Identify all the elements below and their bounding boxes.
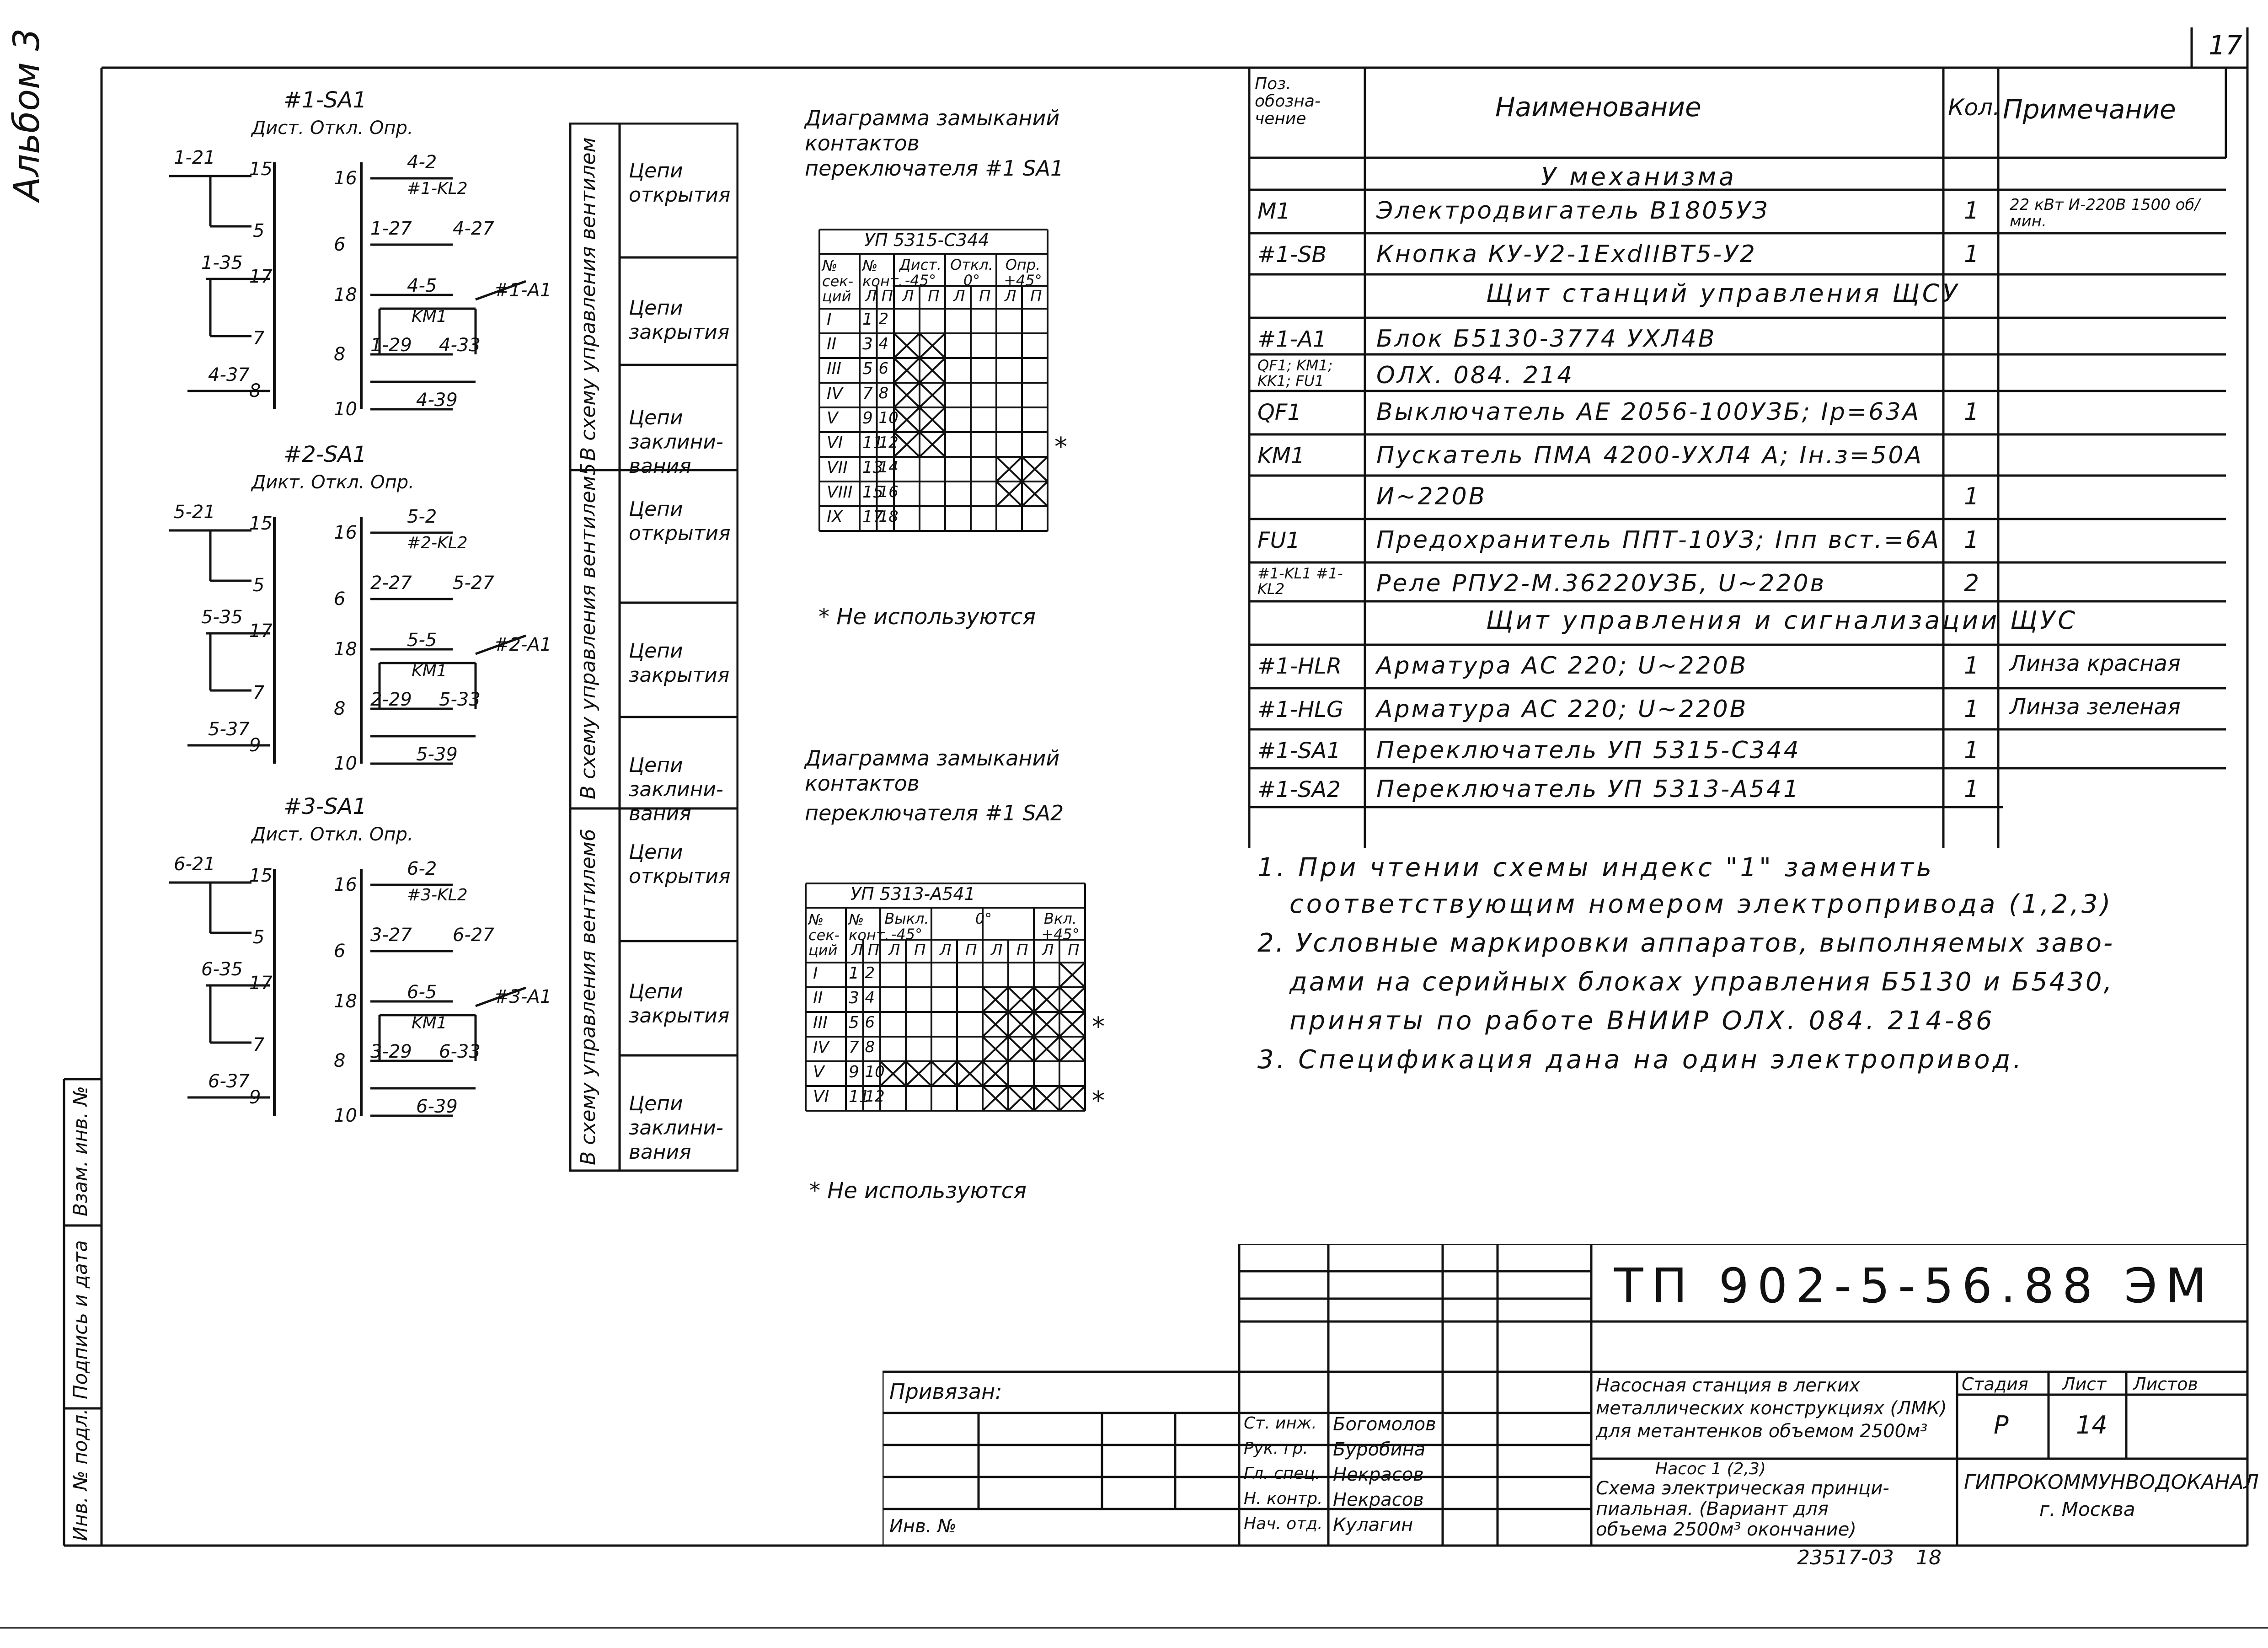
circuit-label: Цепи заклини- вания (629, 754, 723, 825)
sub-head: Л (953, 287, 965, 305)
closed-contact-mark (1034, 1086, 1059, 1111)
title-block (883, 1244, 2259, 1569)
col-head: Вкл. +45° (1041, 910, 1080, 943)
contact-number: 18 (334, 639, 357, 660)
section-number: IV (813, 1038, 829, 1057)
sub-head: П (965, 941, 977, 959)
col-head: № сек- ций (808, 911, 840, 959)
wire-label: 5-2 (407, 506, 437, 527)
sub-head: Л (1005, 287, 1016, 305)
contact-number: 10 (334, 753, 357, 774)
switch-positions: Дист. Откл. Опр. (251, 118, 413, 139)
sheets-label: Листов (2133, 1374, 2198, 1394)
spec-qty: 1 (1964, 241, 1979, 268)
spec-head-note: Примечание (2003, 94, 2176, 125)
contact-left: 15 (862, 483, 883, 502)
closed-contact-mark (1008, 1086, 1034, 1111)
note-line-2: соответствующим номером электропривода (1,2,3) (1289, 889, 2113, 919)
section-number: I (813, 964, 818, 983)
contact-number: 15 (249, 159, 273, 180)
closed-contact-mark (920, 358, 945, 383)
spec-pos: #1-SA2 (1257, 777, 1341, 803)
diagram-sa2-footnote: * Не используются (809, 1178, 1027, 1204)
contact-left: 5 (849, 1013, 859, 1032)
project-title-2: металлических конструкциях (ЛМК) (1596, 1398, 1947, 1419)
contact-left: 7 (849, 1038, 859, 1057)
page-number: 17 (2209, 30, 2242, 61)
notes (1257, 851, 2218, 1097)
contact-right: 6 (878, 359, 889, 378)
sub-head: Л (865, 287, 877, 305)
wire-label: 5-37 (208, 719, 250, 740)
wire-label: 6-21 (174, 854, 215, 875)
wire-label: 6-27 (453, 925, 494, 946)
signature-name: Кулагин (1333, 1514, 1413, 1536)
contact-right: 12 (878, 433, 899, 452)
spec-qty: 1 (1964, 483, 1979, 510)
closed-contact-mark (1008, 1037, 1034, 1061)
contact-left: 11 (862, 433, 883, 452)
section-number: V (827, 409, 838, 428)
closed-contact-mark (996, 457, 1022, 482)
wire-label: 1-21 (174, 147, 215, 168)
switch-title: #2-SA1 (284, 442, 367, 467)
closed-contact-mark (983, 1037, 1008, 1061)
circuit-label: Цепи закрытия (629, 980, 730, 1027)
section-number: I (827, 310, 832, 329)
switch-title: #1-SA1 (284, 87, 367, 113)
closed-contact-mark (996, 482, 1022, 506)
group-label-1: В схему управления вентилем (577, 137, 600, 461)
sub-head: П (979, 287, 991, 305)
inv-no-label: Инв. № (889, 1516, 957, 1537)
switch-model: УП 5315-С344 (864, 230, 990, 250)
spec-qty: 1 (1964, 652, 1979, 680)
contact-number: 17 (249, 973, 273, 994)
wire-label: 5-21 (174, 502, 215, 523)
sub-head: П (881, 287, 893, 305)
sheet-value: 14 (2076, 1411, 2108, 1439)
contact-number: 9 (249, 735, 261, 756)
col-head: Выкл. -45° (884, 910, 929, 943)
spec-pos: #1-HLG (1257, 697, 1344, 722)
wire-label: 1-29 (370, 335, 412, 356)
circuit-label: Цепи открытия (629, 159, 731, 207)
note-line-5: приняты по работе ВНИИР ОЛХ. 084. 214-86 (1289, 1006, 1995, 1036)
closed-contact-mark (1059, 1086, 1085, 1111)
spec-qty: 2 (1964, 570, 1979, 597)
group-label-2: В схему управления вентилем5 (577, 463, 600, 799)
city: г. Москва (2039, 1498, 2135, 1520)
contact-number: 8 (334, 698, 346, 719)
sub-head: Л (940, 941, 952, 959)
sub-head: П (914, 941, 926, 959)
spec-pos: #1-A1 (1257, 326, 1327, 352)
closed-contact-mark (1034, 1012, 1059, 1037)
relay-label: #3-KL2 (407, 886, 468, 904)
spec-name: Арматура АС 220; U~220В (1376, 652, 1748, 680)
section-number: VII (827, 458, 848, 477)
unused-star: * (1054, 432, 1067, 462)
signature-name: Некрасов (1333, 1464, 1424, 1485)
closed-contact-mark (1008, 1012, 1034, 1037)
spec-section: Щит станций управления ЩСУ (1486, 279, 1960, 308)
signature-role: Ст. инж. (1244, 1414, 1317, 1433)
contact-number: 16 (334, 874, 357, 895)
contact-right: 18 (878, 508, 899, 526)
switch-positions: Дикт. Откл. Опр. (251, 472, 414, 493)
wire-label: 3-27 (370, 925, 412, 946)
diagram-sa2 (805, 745, 1152, 1225)
contact-left: 9 (862, 409, 873, 428)
contact-right: 4 (865, 989, 875, 1007)
closed-contact-mark (931, 1061, 957, 1086)
relay-label: #1-KL2 (407, 179, 468, 198)
diagram-sa2-title-1: Диаграмма замыканий (805, 746, 1060, 770)
contact-number: 9 (249, 1087, 261, 1108)
contact-number: 15 (249, 513, 273, 534)
spec-pos: FU1 (1257, 528, 1300, 553)
unused-star: * (1092, 1012, 1105, 1042)
diagram-sa1 (805, 103, 1125, 652)
contact-right: 12 (865, 1087, 885, 1106)
starter-label: KM1 (412, 1014, 447, 1033)
section-number: VI (813, 1087, 829, 1106)
spec-name: Предохранитель ППТ-10УЗ; Iпп вст.=6А (1376, 526, 1941, 554)
contact-number: 6 (334, 234, 346, 255)
spec-pos: KM1 (1257, 443, 1305, 469)
unused-star: * (1092, 1086, 1105, 1116)
relay-label: #2-KL2 (407, 534, 468, 552)
closed-contact-mark (920, 383, 945, 407)
contact-right: 8 (865, 1038, 875, 1056)
spec-name: Реле РПУ2-М.36220УЗБ, U~220в (1376, 570, 1826, 597)
sheet-subtitle-4: объема 2500м³ окончание) (1596, 1519, 1856, 1540)
sheet-subtitle-2: Схема электрическая принци- (1596, 1478, 1889, 1499)
spec-section: Щит управления и сигнализации ЩУС (1486, 606, 2078, 635)
wire-label: 5-33 (439, 689, 481, 710)
contact-number: 8 (334, 344, 346, 365)
closed-contact-mark (1034, 987, 1059, 1012)
closed-contact-mark (1059, 963, 1085, 987)
col-head: Опр. +45° (1004, 256, 1042, 289)
group-label-3: В схему управления вентилем6 (577, 829, 600, 1165)
section-number: VI (827, 433, 843, 452)
spec-note: Линза красная (2010, 651, 2181, 676)
signature-role: Гл. спец. (1244, 1464, 1321, 1483)
wire-label: 4-39 (416, 390, 458, 411)
spec-qty: 1 (1964, 526, 1979, 554)
spec-qty: 1 (1964, 696, 1979, 723)
album-label: Альбом 3 (6, 28, 48, 201)
sheet-subtitle-1: Насос 1 (2,3) (1655, 1460, 1766, 1478)
spec-pos: QF1 (1257, 400, 1301, 425)
contact-left: 13 (862, 458, 883, 477)
closed-contact-mark (894, 383, 920, 407)
spec-qty: 1 (1964, 398, 1979, 426)
closed-contact-mark (1059, 1037, 1085, 1061)
spec-name: Выключатель АЕ 2056-100УЗБ; Iр=63А (1376, 398, 1921, 426)
spec-pos: #1-KL1 #1-KL2 (1257, 565, 1343, 598)
switch-title: #3-SA1 (284, 794, 367, 819)
wire-label: 4-27 (453, 218, 494, 239)
contact-number: 5 (253, 220, 265, 241)
spec-section: У механизма (1541, 162, 1737, 191)
signature-role: Н. контр. (1244, 1489, 1323, 1508)
wire-label: 4-37 (208, 364, 250, 385)
closed-contact-mark (983, 1086, 1008, 1111)
contact-number: 7 (253, 1034, 265, 1055)
circuit-label: Цепи открытия (629, 498, 731, 545)
section-number: IV (827, 384, 843, 403)
wire-label: 6-37 (208, 1071, 250, 1092)
spec-name: Переключатель УП 5315-С344 (1376, 737, 1801, 764)
contact-number: 18 (334, 991, 357, 1012)
sub-head: П (1068, 941, 1080, 959)
contact-number: 5 (253, 575, 265, 596)
closed-contact-mark (983, 1012, 1008, 1037)
signature-role: Рук. гр. (1244, 1439, 1308, 1458)
spec-qty: 1 (1964, 737, 1979, 764)
circuit-label: Цепи заклини- вания (629, 1092, 723, 1164)
signature-name: Богомолов (1333, 1414, 1436, 1435)
spec-name: Кнопка КУ-У2-1ExdIIBT5-У2 (1376, 241, 1757, 268)
wire-label: 6-2 (407, 858, 437, 879)
block-label: #2-A1 (494, 634, 552, 655)
diagram-sa2-title-3: переключателя #1 SA2 (805, 801, 1064, 825)
section-number: IX (827, 508, 843, 526)
section-number: III (813, 1013, 828, 1032)
stage-label: Стадия (1962, 1374, 2028, 1394)
sheet-subtitle-3: пиальная. (Вариант для (1596, 1498, 1829, 1520)
section-number: VIII (827, 483, 853, 502)
circuit-label: Цепи закрытия (629, 296, 730, 344)
wire-label: 4-33 (439, 335, 481, 356)
sub-head: Л (991, 941, 1003, 959)
closed-contact-mark (1034, 1037, 1059, 1061)
col-head: № сек- ций (822, 257, 854, 305)
closed-contact-mark (1022, 482, 1048, 506)
signature-name: Буробина (1333, 1439, 1426, 1460)
col-head: 0° (975, 910, 992, 927)
footer-number: 18 (1916, 1546, 1942, 1569)
note-line-6: 3. Спецификация дана на один электропривод. (1257, 1045, 2024, 1075)
diagram-sa2-title-2: контактов (805, 771, 920, 796)
closed-contact-mark (920, 432, 945, 457)
closed-contact-mark (920, 333, 945, 358)
contact-left: 11 (849, 1087, 870, 1106)
spec-name: Переключатель УП 5313-А541 (1376, 776, 1801, 803)
sub-head: Л (888, 941, 900, 959)
contact-right: 2 (878, 310, 889, 328)
wire-label: 3-29 (370, 1041, 412, 1062)
spec-name: Пускатель ПМА 4200-УХЛ4 А; Iн.з=50А (1376, 442, 1924, 469)
signature-role: Нач. отд. (1244, 1514, 1323, 1533)
col-head: Откл. 0° (950, 256, 993, 289)
spec-pos: #1-HLR (1257, 653, 1342, 679)
wire-label: 6-35 (201, 959, 243, 980)
wire-label: 1-27 (370, 218, 412, 239)
circuit-label: Цепи заклини- вания (629, 406, 723, 478)
contact-number: 18 (334, 284, 357, 305)
wire-label: 5-5 (407, 630, 437, 651)
contact-left: 1 (862, 310, 873, 329)
sub-head: П (1030, 287, 1042, 305)
circuit-label-table (569, 123, 738, 1174)
diagram-sa1-title-2: контактов (805, 131, 920, 155)
closed-contact-mark (957, 1061, 983, 1086)
closed-contact-mark (894, 333, 920, 358)
spec-name: ОЛХ. 084. 214 (1376, 362, 1574, 389)
wire-label: 1-35 (201, 252, 243, 273)
switch-positions: Дист. Откл. Опр. (251, 824, 413, 845)
wire-label: 2-27 (370, 573, 412, 594)
spec-table (1248, 66, 2227, 848)
contact-number: 6 (334, 941, 346, 962)
contact-left: 3 (862, 335, 873, 353)
bound-label: Привязан: (889, 1379, 1002, 1404)
spec-name: Блок Б5130-3774 УХЛ4В (1376, 325, 1717, 353)
spec-name: Электродвигатель В1805УЗ (1376, 197, 1770, 225)
section-number: II (813, 989, 823, 1007)
contact-right: 2 (865, 964, 875, 982)
spec-qty: 1 (1964, 197, 1979, 225)
sub-head: Л (1042, 941, 1054, 959)
project-title-3: для метантенков объемом 2500м³ (1596, 1421, 1928, 1442)
col-head: № конт. (849, 911, 889, 944)
sub-head: Л (851, 941, 863, 959)
contact-left: 1 (849, 964, 859, 983)
contact-number: 15 (249, 865, 273, 886)
contact-number: 16 (334, 522, 357, 543)
sheet-label: Лист (2062, 1374, 2107, 1394)
contact-left: 9 (849, 1063, 859, 1081)
spec-qty: 1 (1964, 776, 1979, 803)
note-line-3: 2. Условные маркировки аппаратов, выполняемых заво- (1257, 928, 2115, 958)
wire-label: 5-39 (416, 744, 458, 765)
side-field-replace: Взам. инв. № (69, 1086, 91, 1216)
stage-value: Р (1994, 1411, 2009, 1439)
contact-number: 7 (253, 328, 265, 349)
wire-label: 6-33 (439, 1041, 481, 1062)
closed-contact-mark (1059, 1012, 1085, 1037)
wire-label: 6-5 (407, 982, 437, 1003)
closed-contact-mark (1022, 457, 1048, 482)
spec-name: И~220В (1376, 483, 1487, 510)
switch-model: УП 5313-А541 (850, 884, 975, 904)
closed-contact-mark (983, 987, 1008, 1012)
section-number: V (813, 1063, 824, 1081)
sub-head: П (867, 941, 880, 959)
side-field-inv: Инв. № подл. (69, 1408, 91, 1541)
spec-head-qty: Кол. (1948, 94, 2000, 121)
contact-number: 7 (253, 682, 265, 703)
contact-right: 10 (865, 1063, 885, 1081)
contact-number: 10 (334, 399, 357, 420)
contact-right: 14 (878, 458, 899, 476)
sub-head: П (1016, 941, 1028, 959)
contact-left: 3 (849, 989, 859, 1007)
contact-left: 7 (862, 384, 873, 403)
contact-right: 4 (878, 335, 889, 353)
closed-contact-mark (1059, 987, 1085, 1012)
note-line-4: дами на серийных блоках управления Б5130 и Б5430, (1289, 967, 2114, 997)
contact-number: 17 (249, 266, 273, 287)
contact-left: 5 (862, 359, 873, 378)
footer-code: 23517-03 (1797, 1546, 1894, 1569)
circuit-label: Цепи закрытия (629, 639, 730, 687)
doc-code: ТП 902-5-56.88 ЭМ (1614, 1258, 2215, 1314)
contact-left: 17 (862, 508, 883, 526)
spec-note: Линза зеленая (2010, 694, 2181, 720)
starter-label: KM1 (412, 307, 447, 326)
contact-number: 8 (334, 1050, 346, 1071)
sub-head: Л (902, 287, 914, 305)
col-head: № конт. (862, 257, 903, 290)
section-number: II (827, 335, 837, 353)
sub-head: П (928, 287, 940, 305)
block-label: #1-A1 (494, 280, 552, 301)
wire-label: 6-39 (416, 1096, 458, 1117)
spec-note: 22 кВт И-220В 1500 об/мин. (2010, 196, 2200, 230)
spec-pos: QF1; KM1; KK1; FU1 (1257, 357, 1333, 390)
contact-right: 16 (878, 483, 899, 501)
contact-number: 10 (334, 1105, 357, 1126)
contact-number: 6 (334, 589, 346, 610)
side-field-sign: Подпись и дата (69, 1240, 91, 1399)
diagram-sa1-footnote: * Не используются (818, 604, 1036, 630)
spec-head-pos: Поз. обозна- чение (1255, 75, 1321, 128)
spec-pos: #1-SA1 (1257, 738, 1341, 764)
diagram-sa1-title-3: переключателя #1 SA1 (805, 156, 1064, 181)
spec-name: Арматура АС 220; U~220В (1376, 696, 1748, 723)
signature-name: Некрасов (1333, 1489, 1424, 1510)
contact-number: 5 (253, 927, 265, 948)
wire-label: 5-27 (453, 573, 494, 594)
note-line-1: 1. При чтении схемы индекс "1" заменить (1257, 853, 1935, 883)
closed-contact-mark (920, 407, 945, 432)
starter-label: KM1 (412, 662, 447, 680)
diagram-sa1-title-1: Диаграмма замыканий (805, 106, 1060, 130)
wire-label: 5-35 (201, 607, 243, 628)
spec-pos: M1 (1257, 198, 1290, 224)
section-number: III (827, 359, 841, 378)
spec-head-name: Наименование (1495, 91, 1701, 123)
closed-contact-mark (1008, 987, 1034, 1012)
contact-number: 16 (334, 168, 357, 189)
closed-contact-mark (894, 358, 920, 383)
wire-label: 4-2 (407, 152, 437, 173)
closed-contact-mark (983, 1061, 1008, 1086)
contact-right: 6 (865, 1013, 875, 1032)
contact-number: 17 (249, 621, 273, 642)
organization: ГИПРОКОММУНВОДОКАНАЛ (1964, 1471, 2259, 1494)
block-label: #3-A1 (494, 986, 552, 1007)
circuit-label: Цепи открытия (629, 840, 731, 888)
spec-pos: #1-SB (1257, 242, 1327, 268)
contact-right: 8 (878, 384, 889, 402)
contact-number: 8 (249, 380, 261, 401)
wire-label: 4-5 (407, 275, 437, 296)
contact-right: 10 (878, 409, 899, 427)
closed-contact-mark (906, 1061, 931, 1086)
project-title-1: Насосная станция в легких (1596, 1375, 1860, 1396)
wire-label: 2-29 (370, 689, 412, 710)
col-head: Дист. -45° (899, 256, 942, 289)
